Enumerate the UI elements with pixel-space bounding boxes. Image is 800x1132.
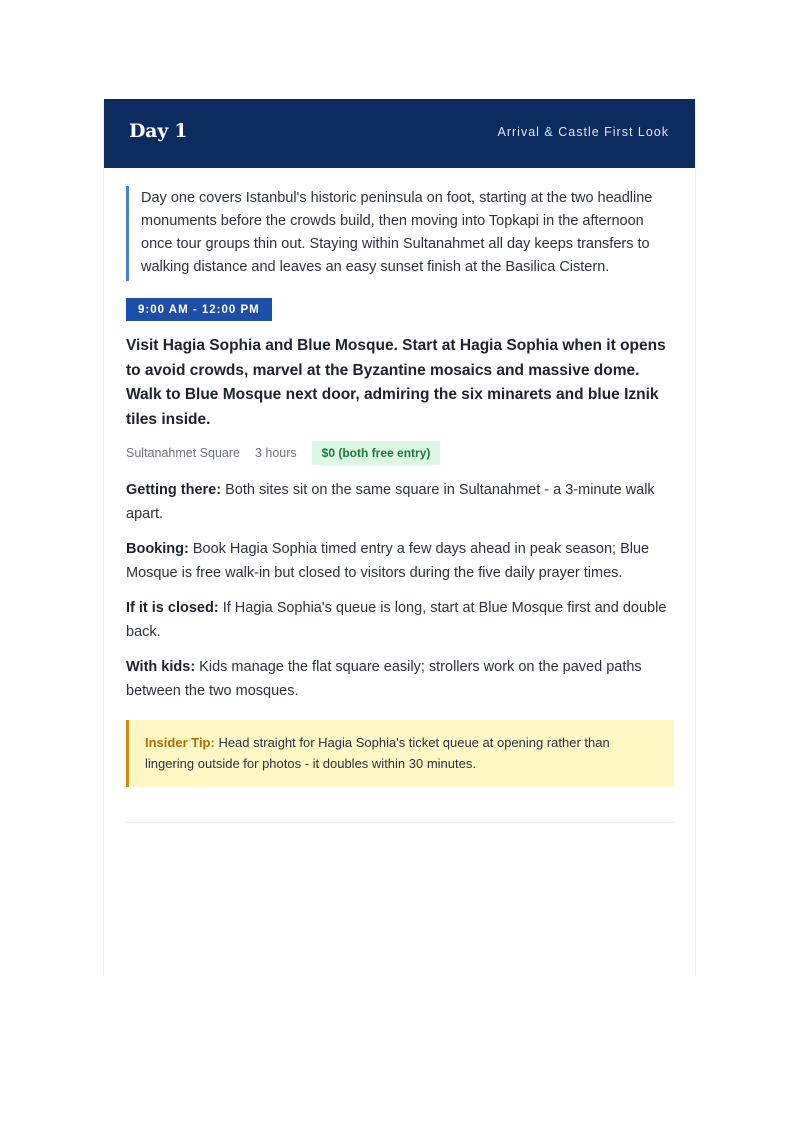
detail-text: Both sites sit on the same square in Sultanahmet - a 3-minute walk apart.: [126, 482, 655, 522]
section-divider: [126, 822, 674, 823]
detail-label: If it is closed:: [126, 600, 219, 616]
activity-title: Visit Hagia Sophia and Blue Mosque. Start at Hagia Sophia when it opens to avoid crowds, marvel at the Byzantine mosaics and massive dome. Walk to Blue Mosque next door, admiring the six minarets and blue Iznik tiles inside.: [126, 337, 666, 428]
detail-text: If Hagia Sophia's queue is long, start at Blue Mosque first and double back.: [126, 600, 667, 640]
activity-location: Sultanahmet Square: [126, 446, 240, 460]
day-card: [103, 99, 696, 975]
day-title: Day 1: [129, 120, 188, 142]
cost-badge: $0 (both free entry): [312, 441, 441, 465]
insider-tip: [126, 720, 674, 787]
activity-meta: [126, 441, 674, 465]
detail-getting-there: [126, 479, 674, 526]
activity-duration: 3 hours: [254, 446, 297, 460]
tip-label: Insider Tip:: [145, 735, 215, 750]
detail-text: Kids manage the flat square easily; strollers work on the paved paths between the two mosques.: [126, 659, 642, 699]
detail-text: Book Hagia Sophia timed entry a few days ahead in peak season; Blue Mosque is free walk-in but closed to visitors during the five daily prayer times.: [126, 541, 650, 581]
day-content: [126, 168, 674, 823]
detail-label: Getting there:: [126, 482, 222, 498]
detail-booking: [126, 538, 674, 585]
detail-label: Booking:: [126, 541, 189, 557]
day-subtitle: Arrival & Castle First Look: [497, 125, 669, 139]
detail-label: With kids:: [126, 659, 196, 675]
day-intro: Day one covers Istanbul's historic peninsula on foot, starting at the two headline monuments before the crowds build, then moving into Topkapi in the afternoon once tour groups thin out. Staying within Sultanahmet all day keeps transfers to walking distance and leaves an easy sunset finish at the Basilica Cistern.: [126, 186, 674, 281]
detail-if-closed: [126, 597, 674, 644]
time-badge: 9:00 AM - 12:00 PM: [126, 298, 272, 321]
day-header: [104, 99, 695, 168]
tip-text: Head straight for Hagia Sophia's ticket queue at opening rather than lingering outside for photos - it doubles within 30 minutes.: [145, 735, 610, 771]
detail-with-kids: [126, 656, 674, 703]
